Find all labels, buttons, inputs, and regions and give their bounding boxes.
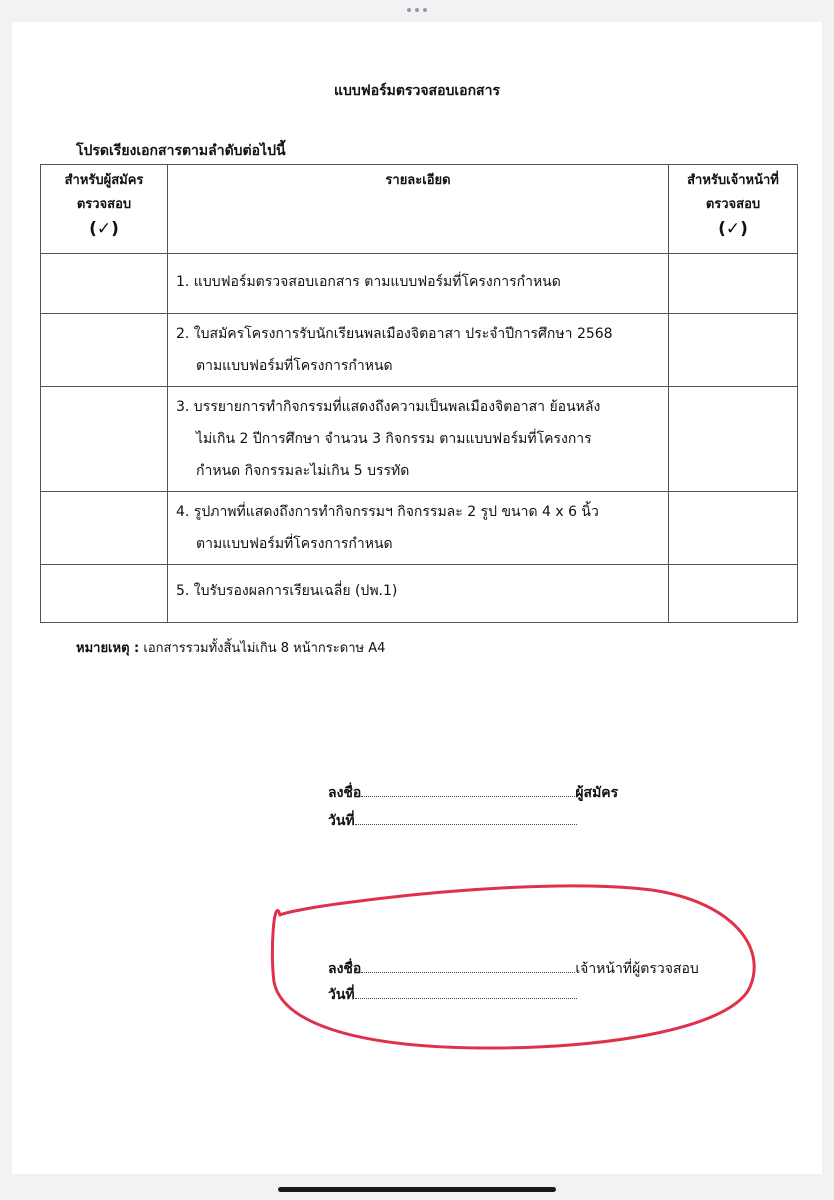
detail-cell: 2. ใบสมัครโครงการรับนักเรียนพลเมืองจิตอาสา ประจำปีการศึกษา 2568 ตามแบบฟอร์มที่โครงการกำหนด: [168, 314, 669, 387]
applicant-date-line: วันที่: [328, 810, 577, 832]
officer-sign-line: ลงชื่อ เจ้าหน้าที่ผู้ตรวจสอบ: [328, 958, 699, 980]
home-indicator[interactable]: [278, 1187, 556, 1192]
officer-check-header: สำหรับเจ้าหน้าที่ ตรวจสอบ (✓): [669, 165, 798, 254]
document-title: แบบฟอร์มตรวจสอบเอกสาร: [334, 83, 500, 99]
checkmark-icon: (✓): [89, 219, 119, 239]
document-page: [12, 22, 822, 1174]
detail-cell: 5. ใบรับรองผลการเรียนเฉลี่ย (ปพ.1): [168, 565, 669, 623]
officer-date-line: วันที่: [328, 984, 577, 1006]
bottom-bar: [0, 1178, 834, 1200]
detail-cell: 4. รูปภาพที่แสดงถึงการทำกิจกรรมฯ กิจกรรมละ 2 รูป ขนาด 4 x 6 นิ้ว ตามแบบฟอร์มที่โครงการกำหนด: [168, 492, 669, 565]
detail-cell: 3. บรรยายการทำกิจกรรมที่แสดงถึงความเป็นพลเมืองจิตอาสา ย้อนหลัง ไม่เกิน 2 ปีการศึกษา จำนวน 3 กิจกรรม ตามแบบฟอร์มที่โครงการ กำหนด กิจกรรมละไม่เกิน 5 บรรทัด: [168, 387, 669, 492]
window-handle[interactable]: [405, 8, 429, 14]
detail-header: รายละเอียด: [168, 165, 669, 254]
note-text: เอกสารรวมทั้งสิ้นไม่เกิน 8 หน้ากระดาษ A4: [143, 641, 386, 656]
applicant-check-header: สำหรับผู้สมัคร ตรวจสอบ (✓): [41, 165, 168, 254]
applicant-sign-line: ลงชื่อ ผู้สมัคร: [328, 782, 618, 804]
note-label: หมายเหตุ :: [76, 641, 140, 656]
checkmark-icon: (✓): [718, 219, 748, 239]
hand-drawn-circle-annotation: [12, 22, 822, 1174]
detail-cell: 1. แบบฟอร์มตรวจสอบเอกสาร ตามแบบฟอร์มที่โครงการกำหนด: [168, 254, 669, 314]
intro-text: โปรดเรียงเอกสารตามลำดับต่อไปนี้: [76, 143, 286, 159]
